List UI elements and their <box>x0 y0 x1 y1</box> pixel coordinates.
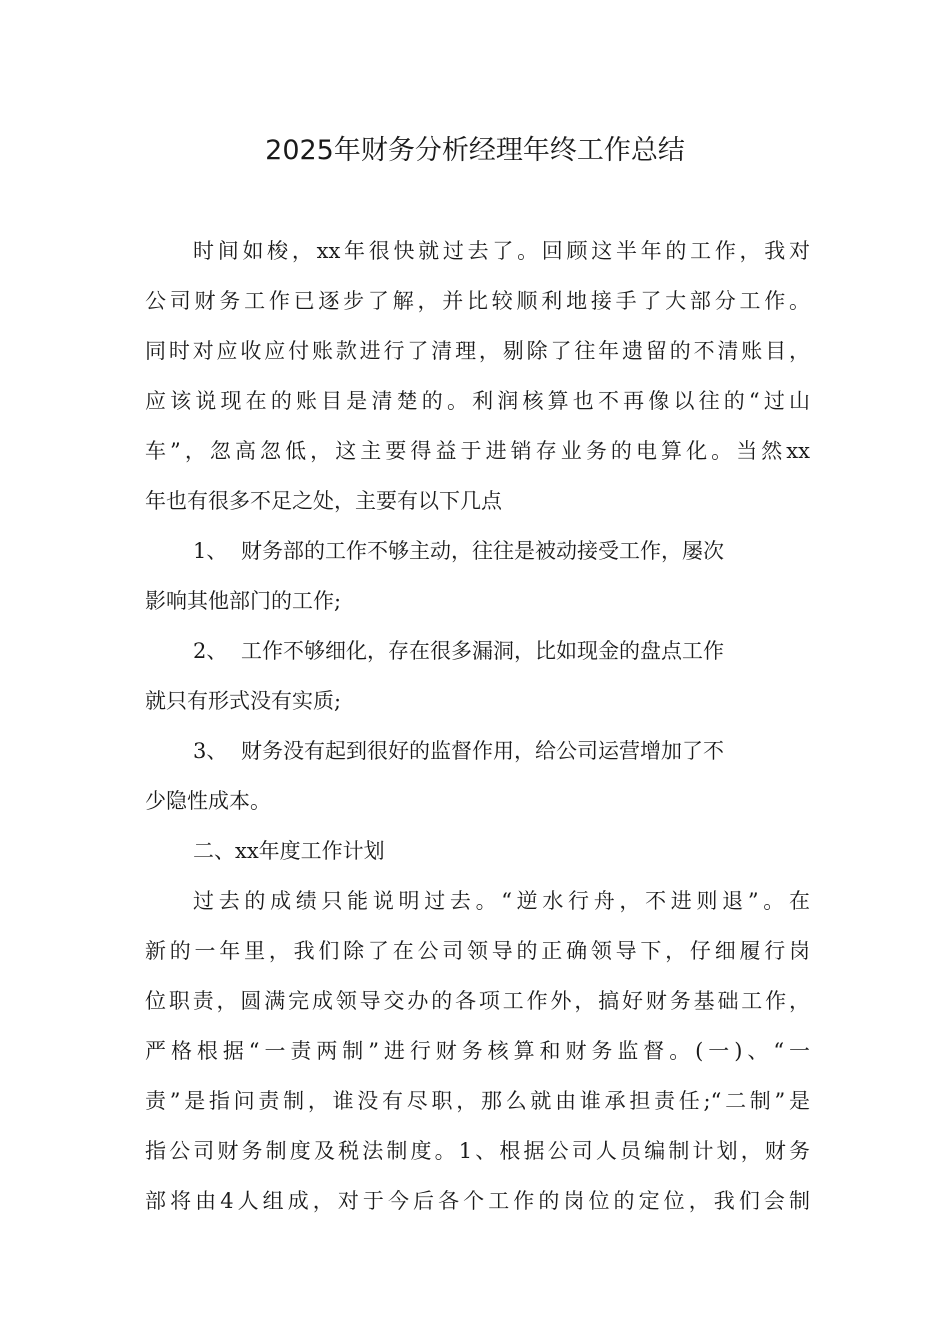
paragraph-line: 年也有很多不足之处，主要有以下几点 <box>145 489 502 513</box>
paragraph-line: 车”，忽高忽低，这主要得益于进销存业务的电算化。当然xx <box>145 439 810 463</box>
paragraph-line: 新的一年里，我们除了在公司领导的正确领导下，仔细履行岗 <box>145 939 810 963</box>
list-number: 1、 <box>193 539 228 563</box>
list-item-2 <box>193 636 810 666</box>
paragraph-line: 应该说现在的账目是清楚的。利润核算也不再像以往的“过山 <box>145 389 810 413</box>
paragraph-line: 公司财务工作已逐步了解，并比较顺利地接手了大部分工作。 <box>145 289 810 313</box>
paragraph-line: 责”是指问责制，谁没有尽职，那么就由谁承担责任;“二制”是 <box>145 1089 810 1113</box>
list-item-text: 财务没有起到很好的监督作用，给公司运营增加了不 <box>241 739 724 763</box>
list-item-text: 财务部的工作不够主动，往往是被动接受工作，屡次 <box>241 539 724 563</box>
document-title: 2025年财务分析经理年终工作总结 <box>265 135 685 166</box>
section-heading: 二、xx年度工作计划 <box>193 839 385 863</box>
list-item-3 <box>193 736 810 766</box>
list-number: 3、 <box>193 739 228 763</box>
list-number: 2、 <box>193 639 228 663</box>
list-item-1 <box>193 536 810 566</box>
list-item-text: 工作不够细化，存在很多漏洞，比如现金的盘点工作 <box>241 639 724 663</box>
paragraph-line: 影响其他部门的工作; <box>145 589 342 613</box>
paragraph-line: 位职责，圆满完成领导交办的各项工作外，搞好财务基础工作， <box>145 989 810 1013</box>
paragraph-line: 指公司财务制度及税法制度。1、根据公司人员编制计划，财务 <box>145 1139 810 1163</box>
paragraph-line: 就只有形式没有实质; <box>145 689 342 713</box>
paragraph-line: 过去的成绩只能说明过去。“逆水行舟，不进则退”。在 <box>193 889 810 913</box>
paragraph-line: 时间如梭，xx年很快就过去了。回顾这半年的工作，我对 <box>193 239 810 263</box>
paragraph-line: 严格根据“一责两制”进行财务核算和财务监督。(一)、“一 <box>145 1039 810 1063</box>
paragraph-line: 少隐性成本。 <box>145 789 271 813</box>
paragraph-line: 部将由4人组成，对于今后各个工作的岗位的定位，我们会制 <box>145 1189 810 1213</box>
paragraph-line: 同时对应收应付账款进行了清理，剔除了往年遗留的不清账目， <box>145 339 810 363</box>
